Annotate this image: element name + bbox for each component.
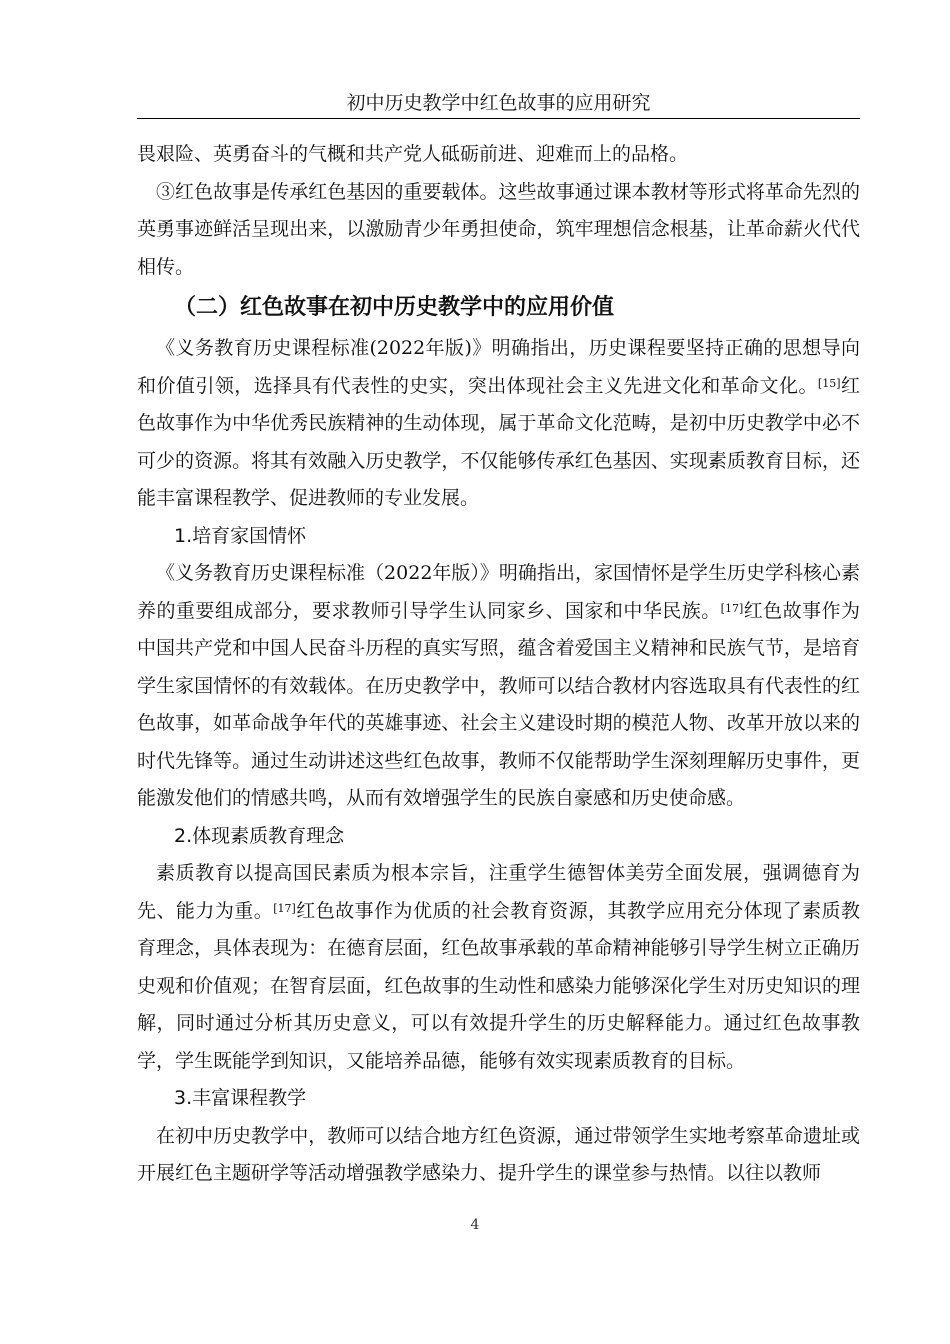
- paragraph-red-gene: ③红色故事是传承红色基因的重要载体。这些故事通过课本教材等形式将革命先烈的英勇事迹鲜活呈现出来，以激励青少年勇担使命，筑牢理想信念根基，让革命薪火代代相传。: [137, 180, 860, 278]
- paragraph-text: 素质教育以提高国民素质为根本宗旨，注重学生德智体美劳全面发展，强调德育为先、能力为重。: [137, 862, 860, 922]
- paragraph-curriculum-standard: [137, 330, 860, 518]
- header-divider: [137, 118, 860, 119]
- paragraph-curriculum: 在初中历史教学中，教师可以结合地方红色资源，通过带领学生实地考察革命遗址或开展红色主题研学等活动增强教学感染力、提升学生的课堂参与热情。以往以教师: [137, 1124, 860, 1184]
- paragraph-text: 红色故事作为中华优秀民族精神的生动体现，属于革命文化范畴，是初中历史教学中必不可少的资源。将其有效融入历史教学，不仅能够传承红色基因、实现素质教育目标，还能丰富课程教学、促进教师的专业发展。: [137, 374, 860, 509]
- paragraph-text: 红色故事作为中国共产党和中国人民奋斗历程的真实写照，蕴含着爱国主义精神和民族气节，是培育学生家国情怀的有效载体。在历史教学中，教师可以结合教材内容选取具有代表性的红色故事，如革命战争年代的英雄事迹、社会主义建设时期的模范人物、改革开放以来的时代先锋等。通过生动讲述这些红色故事，教师不仅能帮助学生深刻理解历史事件，更能激发他们的情感共鸣，从而有效增强学生的民族自豪感和历史使命感。: [137, 599, 860, 809]
- subheading-quality-education: 2.体现素质教育理念: [174, 824, 345, 847]
- citation-ref: [17]: [720, 601, 744, 615]
- paragraph-quality-education: [137, 855, 860, 1080]
- section-heading: （二）红色故事在初中历史教学中的应用价值: [174, 295, 615, 320]
- citation-ref: [17]: [273, 901, 296, 915]
- subheading-patriotism: 1.培育家国情怀: [174, 524, 307, 547]
- paragraph-text: 红色故事作为优质的社会教育资源，其教学应用充分体现了素质教育理念，具体表现为：在德育层面，红色故事承载的革命精神能够引导学生树立正确历史观和价值观；在智育层面，红色故事的生动性和感染力能够深化学生对历史知识的理解，同时通过分析其历史意义，可以有效提升学生的历史解释能力。通过红色故事教学，学生既能学到知识，又能培养品德，能够有效实现素质教育的目标。: [137, 899, 860, 1072]
- paragraph-continuation: 畏艰险、英勇奋斗的气概和共产党人砥砺前进、迎难而上的品格。: [137, 143, 689, 165]
- page-number: 4: [470, 1217, 480, 1233]
- citation-ref: [15]: [817, 376, 841, 390]
- document-body: [137, 136, 860, 1193]
- paragraph-patriotism: [137, 555, 860, 818]
- subheading-curriculum: 3.丰富课程教学: [174, 1087, 307, 1109]
- paragraph-text: 《义务教育历史课程标准（2022年版）》明确指出，家国情怀是学生历史学科核心素养的重要组成部分，要求教师引导学生认同家乡、国家和中华民族。: [137, 562, 860, 622]
- running-header: 初中历史教学中红色故事的应用研究: [346, 92, 651, 114]
- paragraph-text: 《义务教育历史课程标准(2022年版)》明确指出，历史课程要坚持正确的思想导向和价值引领，选择具有代表性的史实，突出体现社会主义先进文化和革命文化。: [137, 337, 860, 397]
